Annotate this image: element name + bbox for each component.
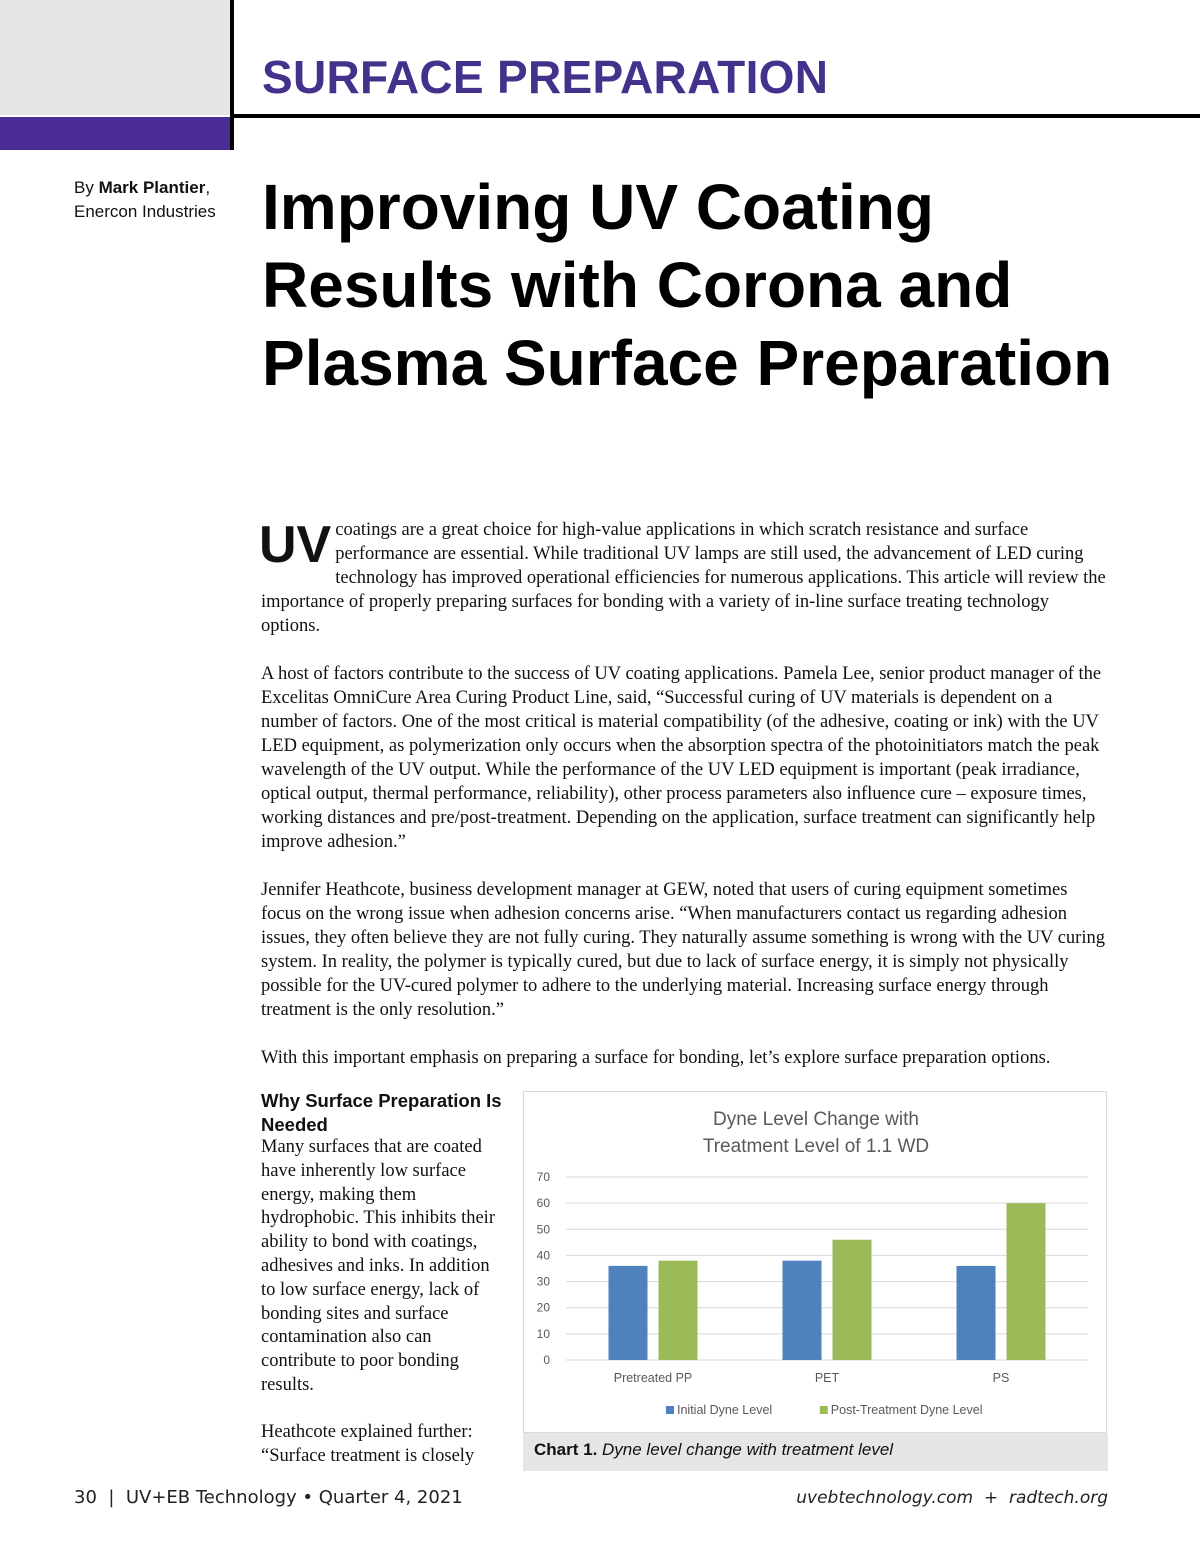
bar-post-treatment	[833, 1240, 872, 1360]
legend-swatch	[820, 1406, 828, 1414]
paragraph-3: Jennifer Heathcote, business development manager at GEW, noted that users of curing equipment sometimes focus on the wrong issue when adhesion concerns arise. “When manufacturers contact us regarding adhesion issues, they often believe they are not fully curing. They naturally assume something is wrong with the UV curing system. In reality, the polymer is typically cured, but due to lack of surface energy, it is simply not physically possible for the UV-cured polymer to adhere to the underlying material. Increasing surface energy through treatment is the only resolution.”	[261, 880, 1105, 1020]
header-vertical-rule	[230, 0, 234, 150]
chart-caption	[523, 1433, 1108, 1471]
y-tick-label: 10	[536, 1326, 550, 1341]
paragraph-1-text: coatings are a great choice for high-value applications in which scratch resistance and surface performance are essential. While traditional UV lamps are still used, the advancement of LED curing technology has improved operational efficiencies for numerous applications. This article will review the importance of properly preparing surfaces for bonding with a variety of in-line surface treating technology options.	[261, 520, 1106, 636]
byline-author: Mark Plantier	[98, 178, 206, 197]
y-tick-label: 70	[536, 1170, 550, 1184]
left-paragraph-1: Many surfaces that are coated have inherently low surface energy, making them hydrophobic. This inhibits their ability to bond with coatings, adhesives and inks. In addition to low surface energy, lack of bonding sites and surface contamination also can contribute to poor bonding results.	[261, 1137, 495, 1395]
chart-container	[523, 1091, 1107, 1433]
y-tick-label: 0	[543, 1353, 550, 1367]
y-tick-label: 60	[536, 1196, 550, 1211]
byline	[74, 176, 234, 224]
legend-label: Post-Treatment Dyne Level	[830, 1403, 983, 1417]
article-body	[261, 518, 1111, 1094]
byline-comma: ,	[205, 178, 211, 197]
paragraph-2: A host of factors contribute to the success of UV coating applications. Pamela Lee, senior product manager of the Excelitas OmniCure Area Curing Product Line, said, “Successful curing of UV materials is dependent on a number of factors. One of the most critical is material compatibility (of the adhesive, coating or ink) with the UV LED equipment, as polymerization only occurs when the absorption spectra of the photoinitiators match the peak wavelength of the UV output. While the performance of the UV LED equipment is important (peak irradiance, optical output, thermal performance, reliability), other process parameters also influence cure – exposure times, working distances and pre/post-treatment. Depending on the application, surface treatment can significantly help improve adhesion.”	[261, 664, 1102, 852]
bar-post-treatment	[1007, 1203, 1046, 1360]
byline-org: Enercon Industries	[74, 202, 216, 221]
left-paragraph-2: Heathcote explained further: “Surface treatment is closely	[261, 1421, 475, 1466]
dyne-level-chart	[524, 1092, 1108, 1434]
header-accent-bar	[0, 117, 230, 150]
chart-title-line-1: Dyne Level Change with	[713, 1109, 919, 1130]
bar-initial	[957, 1266, 996, 1360]
legend-swatch	[666, 1406, 674, 1414]
caption-label: Chart 1.	[534, 1440, 598, 1459]
bar-initial	[609, 1266, 648, 1360]
legend-label: Initial Dyne Level	[677, 1403, 773, 1417]
x-category-label: PS	[992, 1371, 1010, 1385]
left-column	[261, 1089, 506, 1491]
header-horizontal-rule	[230, 114, 1200, 118]
y-tick-label: 40	[536, 1248, 550, 1263]
chart-title-line-2: Treatment Level of 1.1 WD	[702, 1136, 930, 1157]
paragraph-1	[261, 518, 1111, 638]
y-tick-label: 50	[536, 1222, 550, 1237]
section-title: SURFACE PREPARATION	[262, 51, 829, 103]
byline-prefix: By	[74, 178, 99, 197]
footer-page-info: 30 | UV+EB Technology • Quarter 4, 2021	[74, 1487, 463, 1508]
x-category-label: Pretreated PP	[613, 1371, 693, 1385]
bar-post-treatment	[659, 1261, 698, 1360]
y-tick-label: 30	[536, 1274, 550, 1289]
drop-cap: UV	[259, 516, 332, 574]
y-tick-label: 20	[536, 1300, 550, 1315]
footer-websites: uvebtechnology.com + radtech.org	[796, 1488, 1108, 1508]
article-headline: Improving UV Coating Results with Corona and Plasma Surface Preparation	[262, 171, 1113, 399]
header-gray-block	[0, 0, 230, 115]
subsection-heading: Why Surface Preparation Is Needed	[261, 1090, 502, 1135]
caption-text: Dyne level change with treatment level	[597, 1440, 894, 1459]
x-category-label: PET	[814, 1371, 840, 1385]
paragraph-4: With this important emphasis on preparing a surface for bonding, let’s explore surface preparation options.	[261, 1048, 1051, 1068]
bar-initial	[783, 1261, 822, 1360]
